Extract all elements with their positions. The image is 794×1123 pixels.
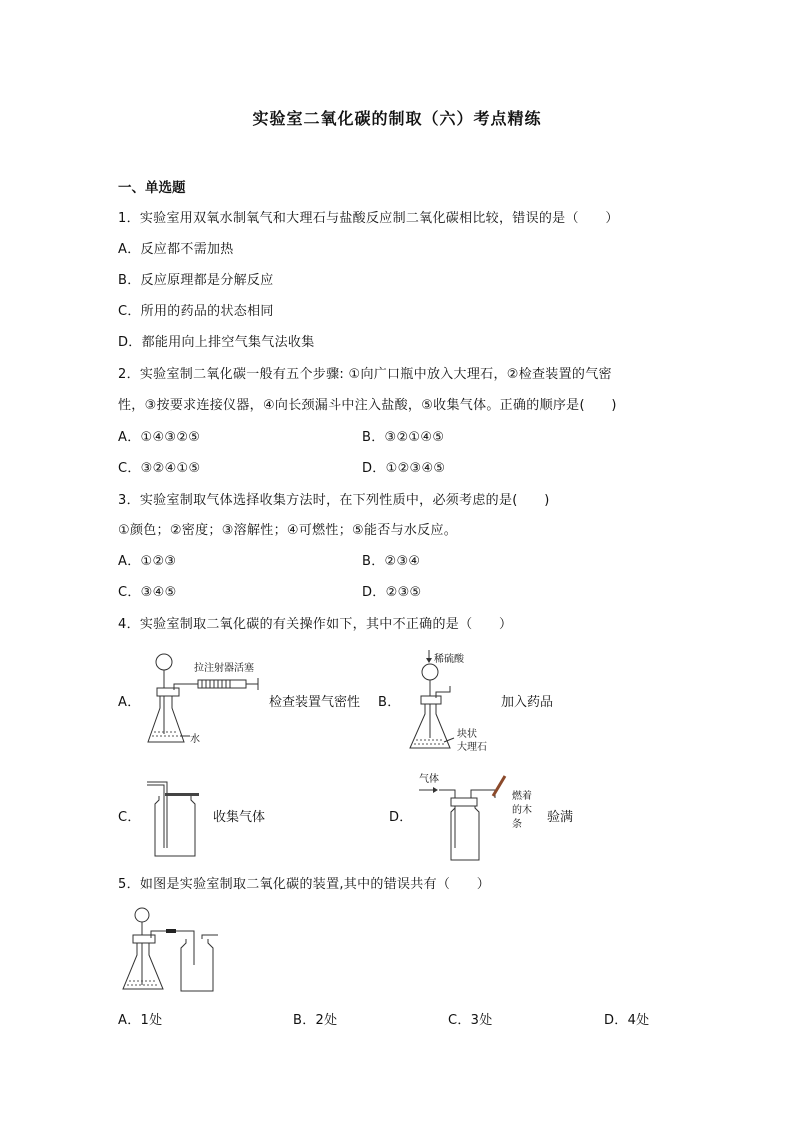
question-3-option-c[interactable]: C．③④⑤ <box>118 585 177 600</box>
question-5-option-c[interactable]: C．3处 <box>448 1013 493 1028</box>
question-1-option-c[interactable]: C．所用的药品的状态相同 <box>118 304 274 319</box>
question-4-option-b-caption: 加入药品 <box>501 695 554 710</box>
question-1-option-a[interactable]: A．反应都不需加热 <box>118 242 234 257</box>
marble-label-2: 大理石 <box>457 742 487 753</box>
question-5-option-d[interactable]: D．4处 <box>604 1013 650 1028</box>
question-5-stem: 5．如图是实验室制取二氧化碳的装置,其中的错误共有（ ） <box>118 877 491 892</box>
question-3-option-a[interactable]: A．①②③ <box>118 554 177 569</box>
question-1-option-d[interactable]: D．都能用向上排空气集气法收集 <box>118 335 315 350</box>
question-4-stem: 4．实验室制取二氧化碳的有关操作如下，其中不正确的是（ ） <box>118 617 513 632</box>
question-3-stem: 3．实验室制取气体选择收集方法时，在下列性质中，必须考虑的是( ) <box>118 493 550 508</box>
page-title: 实验室二氧化碳的制取（六）考点精练 <box>252 109 542 128</box>
question-4-option-c-label[interactable]: C． <box>118 810 141 825</box>
burning-stick-label-3: 条 <box>512 819 522 830</box>
question-4-option-d-caption: 验满 <box>547 810 574 825</box>
burning-stick-label-2: 的木 <box>512 805 532 816</box>
marble-label-1: 块状 <box>457 729 477 740</box>
dilute-acid-label: 稀硫酸 <box>434 654 464 665</box>
full-check-diagram <box>415 768 505 863</box>
question-4-option-d-label[interactable]: D． <box>389 810 413 825</box>
gas-collection-diagram <box>145 778 205 858</box>
question-4-option-b-label[interactable]: B． <box>378 695 401 710</box>
question-3-properties: ①颜色；②密度；③溶解性；④可燃性；⑤能否与水反应。 <box>118 523 458 538</box>
question-5-option-b[interactable]: B．2处 <box>293 1013 338 1028</box>
question-2-stem-line-1: 2．实验室制二氧化碳一般有五个步骤: ①向广口瓶中放入大理石，②检查装置的气密 <box>118 367 612 382</box>
question-2-option-b[interactable]: B．③②①④⑤ <box>362 430 445 445</box>
question-4-option-a-caption: 检查装置气密性 <box>269 695 361 710</box>
question-1-stem: 1．实验室用双氧水制氧气和大理石与盐酸反应制二氧化碳相比较，错误的是（ ） <box>118 211 619 226</box>
co2-apparatus-diagram <box>118 905 223 995</box>
question-1-option-b[interactable]: B．反应原理都是分解反应 <box>118 273 274 288</box>
question-5-option-a[interactable]: A．1处 <box>118 1013 163 1028</box>
question-2-stem-line-2: 性，③按要求连接仪器，④向长颈漏斗中注入盐酸，⑤收集气体。正确的顺序是( ) <box>118 398 617 413</box>
gas-label: 气体 <box>419 774 439 785</box>
question-2-option-c[interactable]: C．③②④①⑤ <box>118 461 201 476</box>
question-4-option-a-label[interactable]: A． <box>118 695 141 710</box>
question-3-option-d[interactable]: D．②③⑤ <box>362 585 422 600</box>
question-3-option-b[interactable]: B．②③④ <box>362 554 421 569</box>
question-2-option-d[interactable]: D．①②③④⑤ <box>362 461 446 476</box>
section-heading: 一、单选题 <box>118 180 186 196</box>
burning-stick-label-1: 燃着 <box>512 791 532 802</box>
question-2-option-a[interactable]: A．①④③②⑤ <box>118 430 201 445</box>
syringe-label: 拉注射器活塞 <box>194 663 254 674</box>
question-4-option-c-caption: 收集气体 <box>213 810 266 825</box>
water-label: 水 <box>190 734 200 745</box>
